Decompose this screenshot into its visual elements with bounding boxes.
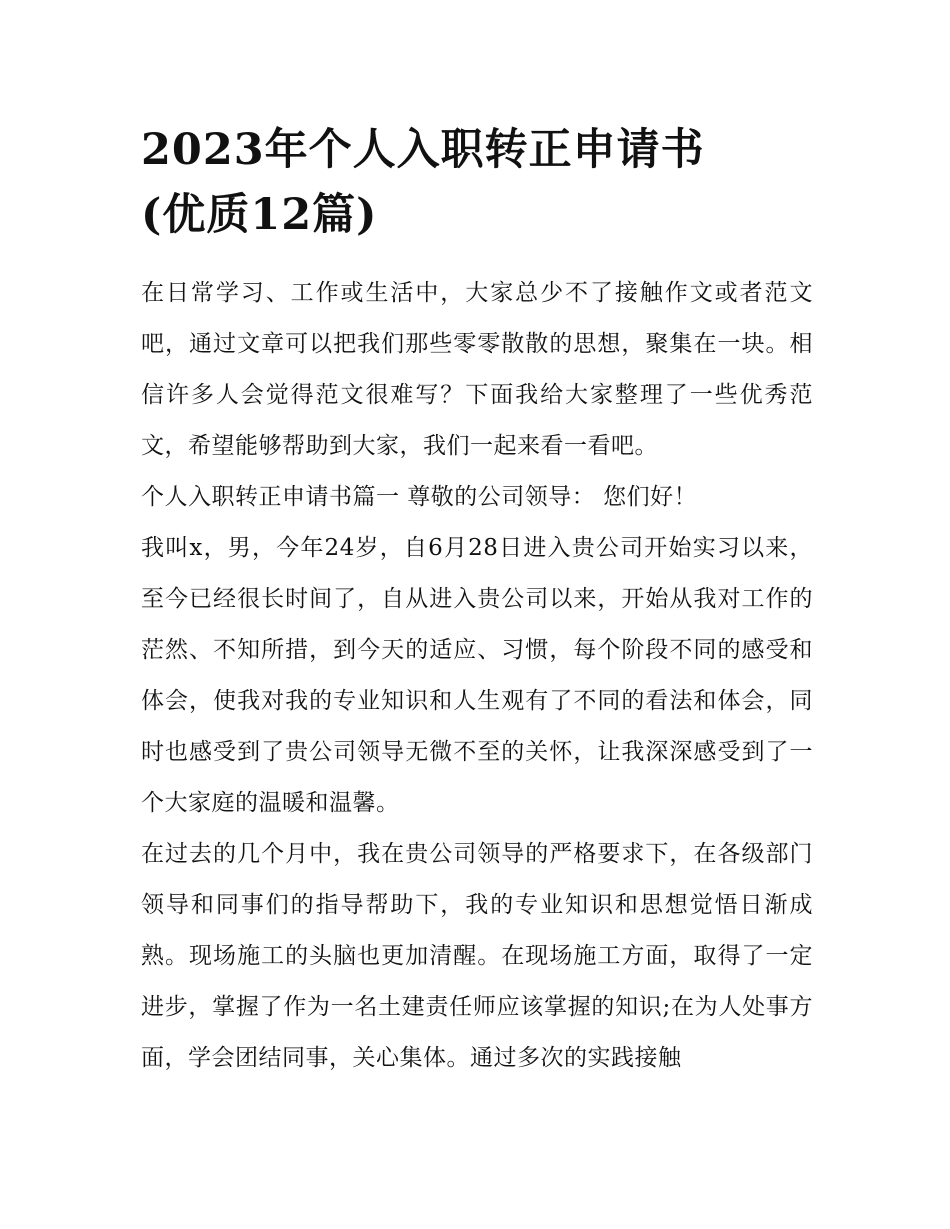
intro-paragraph: 在日常学习、工作或生活中，大家总少不了接触作文或者范文吧，通过文章可以把我们那些零零散散的思想，聚集在一块。相信许多人会觉得范文很难写？下面我给大家整理了一些优秀范文，希望能够帮助到大家，我们一起来看一看吧。: [141, 280, 813, 459]
body-paragraph: 我叫x，男，今年24岁，自6月28日进入贵公司开始实习以来，至今已经很长时间了，自从进入贵公司以来，开始从我对工作的茫然、不知所措，到今天的适应、习惯，每个阶段不同的感受和体会，使我对我的专业知识和人生观有了不同的看法和体会，同时也感受到了贵公司领导无微不至的关怀，让我深深感受到了一个大家庭的温暖和温馨。: [141, 535, 813, 816]
title-line-1: 2023年个人入职转正申请书: [141, 125, 705, 175]
title-line-2: (优质12篇): [141, 190, 378, 240]
document-content: [141, 118, 813, 1084]
body-paragraph: 在过去的几个月中，我在贵公司领导的严格要求下，在各级部门领导和同事们的指导帮助下，我的专业知识和思想觉悟日渐成熟。现场施工的头脑也更加清醒。在现场施工方面，取得了一定进步，掌握了作为一名土建责任师应该掌握的知识;在为人处事方面，学会团结同事，关心集体。通过多次的实践接触: [141, 841, 813, 1071]
document-title: [141, 118, 813, 248]
section-heading-paragraph: 个人入职转正申请书篇一 尊敬的公司领导： 您们好！: [141, 484, 698, 510]
document-body: [141, 268, 813, 1084]
